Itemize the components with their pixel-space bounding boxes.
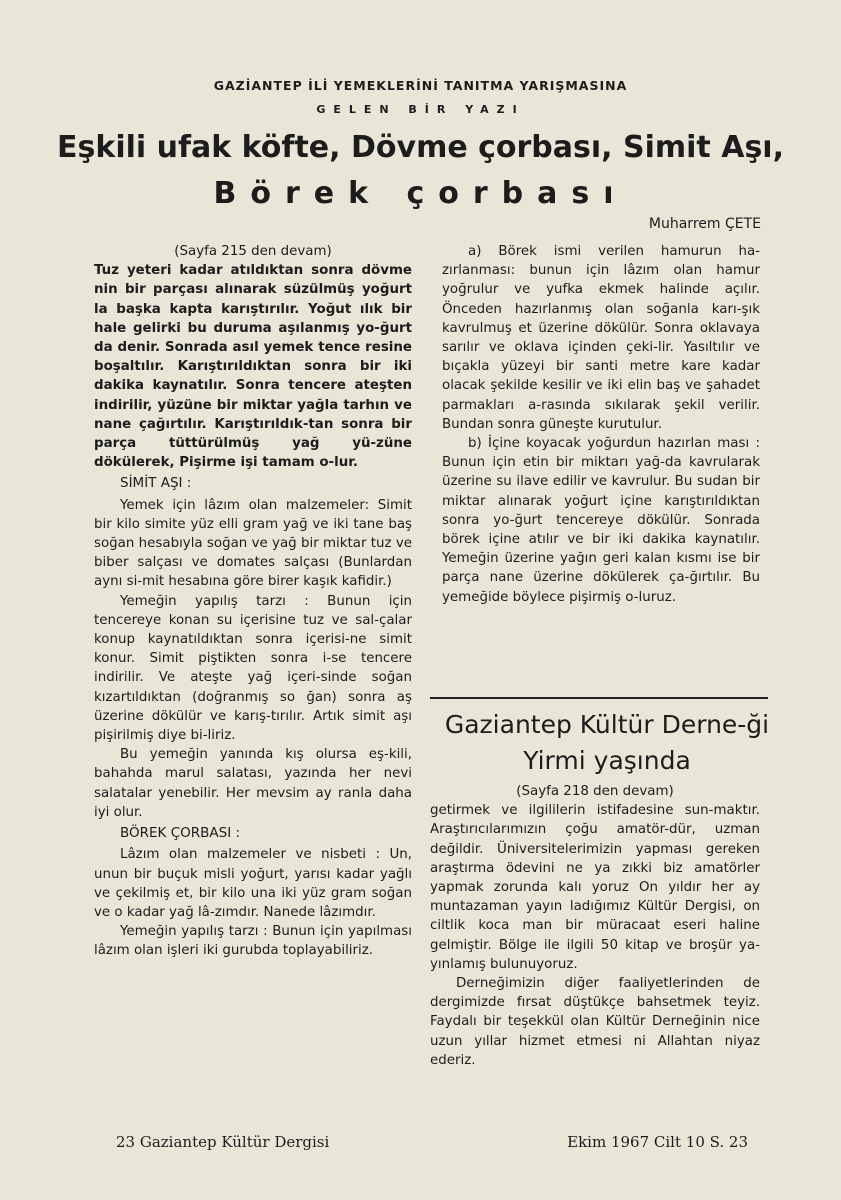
borek-heading: BÖREK ÇORBASI : (120, 825, 241, 842)
paragraph-simit-method: Yemeğin yapılış tarzı : Bunun için tencereye konan su içerisine tuz ve sal-çalar konup kaynatıldıktan sonra içerisi-ne simit konur. Simit piştikten sonra i-se tencere indirilir. Ve ateşte yağ içeri-sinde soğan kızartıldıktan (doğranmış so ğan) sonra aş üzerine dökülür ve karış-tırılır. Artık simit aşı pişirilmiş diye bi-liriz. (94, 593, 412, 744)
simit-heading: SİMİT AŞI : (120, 475, 192, 492)
paragraph-borek-yogurt: b) İçine koyacak yoğurdun hazırlan ması : Bunun için etin bir miktarı yağ-da kavrularak üzerine su ilave edilir ve kavrulur. Bu sudan bir miktar alınarak yoğurt içine karıştırıldıktan sonra yo-ğurt tencereye dökülür. Sonrada börek içine atılır ve bir iki dakika kaynatılır. Yemeğin üzerine yağın geri kalan kısmı ise bir parça nane üzerine dökülerek ça-ğırtılır. Bu yemeğide böylece pişirmiş o-luruz. (442, 436, 760, 605)
article-title-line-1: Eşkili ufak köfte, Dövme çorbası, Simit Aşı, (57, 130, 784, 165)
footer-issue: Ekim 1967 Cilt 10 S. 23 (567, 1133, 748, 1151)
kicker-line-1: GAZİANTEP İLİ YEMEKLERİNİ TANITMA YARIŞMASINA (213, 78, 628, 93)
article2-body (430, 782, 760, 1070)
article2-paragraph-1: getirmek ve ilgililerin istifadesine sun-maktır. Araştırıcılarımızın çoğu amatör-dür, uzman değildir. Üniversitelerimizin yapması gereken araştırma ödevini ne ya zıkki biz amatörler yapmak zorunda kalı yoruz On yıldır her ay muntazaman yayın ladığımız Kültür Dergisi, on ciltlik koca man bir müracaat eseri haline gelmiştir. Bölge ile ilgili 50 kitap ve broşür ya-yınlamış bulunuyoruz. (430, 803, 760, 972)
left-column (94, 242, 412, 961)
continued-note: (Sayfa 215 den devam) (174, 244, 332, 259)
paragraph-dovme-end: Tuz yeteri kadar atıldıktan sonra dövme nin bir parçası alınarak süzülmüş yoğurt la başka kapta karıştırılır. Yoğut ılık bir hale gelirki bu duruma aşılanmış yo-ğurt da denir. Sonrada asıl yemek tence resine boşaltılır. Karıştırıldıktan sonra bir iki dakika kaynatılır. Sonra tencere ateşten indirilir, yüzüne bir miktar yağla tarhın ve nane çağırtılır. Karıştırıldık-tan sonra bir parça tüttürülmüş yağ yü-züne dökülerek, Pişirme işi tamam o-lur. (94, 263, 412, 471)
article-title-line-2: Börek çorbası (213, 176, 628, 211)
paragraph-borek-ingredients: Lâzım olan malzemeler ve nisbeti : Un, unun bir buçuk misli yoğurt, yarısı kadar yağlı ve çekilmiş et, bir kilo una iki yüz gram soğan ve o kadar yağ lâ-zımdır. Nanede lâzımdır. (94, 847, 412, 920)
footer-journal: 23 Gaziantep Kültür Dergisi (116, 1133, 330, 1151)
right-column (442, 242, 760, 607)
section-divider (430, 697, 768, 699)
paragraph-borek-method-intro: Yemeğin yapılış tarzı : Bunun için yapılması lâzım olan işleri iki gurubda toplayabiliriz. (94, 924, 412, 959)
paragraph-simit-ingredients: Yemek için lâzım olan malzemeler: Simit bir kilo simite yüz elli gram yağ ve iki tane baş soğan hesabıyla soğan ve yağ bir miktar tuz ve biber salçası ve domates salçası (Bunlardan aynı si-mit hesabına göre birer kaşık kafidir.) (94, 497, 412, 590)
author-name: Muharrem ÇETE (648, 216, 761, 232)
paragraph-borek-dough: a) Börek ismi verilen hamurun ha-zırlanması: bunun için lâzım olan hamur yoğrulur ve yufka ekmek halinde açılır. Önceden hazırlanmış olan soğanla karı-şık kavrulmuş et üzerine dökülür. Sonra oklavaya sarılır ve oklava içinden çeki-lir. Yasıltılır ve bıçakla yüzeyi bir santi metre kare kadar olacak şekilde kesilir ve iki elin baş ve şahadet parmakları a-rasında sıkılarak şekil verilir. Bundan sonra güneşte kurutulur. (442, 244, 760, 432)
kicker-line-2: GELEN BİR YAZI (316, 103, 525, 116)
article2-paragraph-2: Derneğimizin diğer faaliyetlerinden de dergimizde fırsat düştükçe bahsetmek teyiz. Faydalı bir teşekkül olan Kültür Derneğinin nice uzun yıllar hizmet etmesi ni Allahtan niyaz ederiz. (430, 976, 760, 1068)
article2-title: Gaziantep Kültür Derne-ği Yirmi yaşında (444, 710, 770, 775)
paragraph-simit-serving: Bu yemeğin yanında kış olursa eş-kili, bahahda marul salatası, yazında her nevi salatalar yenebilir. Her mevsim ay ranla daha iyi olur. (94, 747, 412, 820)
article2-continued-note: (Sayfa 218 den devam) (516, 784, 674, 799)
